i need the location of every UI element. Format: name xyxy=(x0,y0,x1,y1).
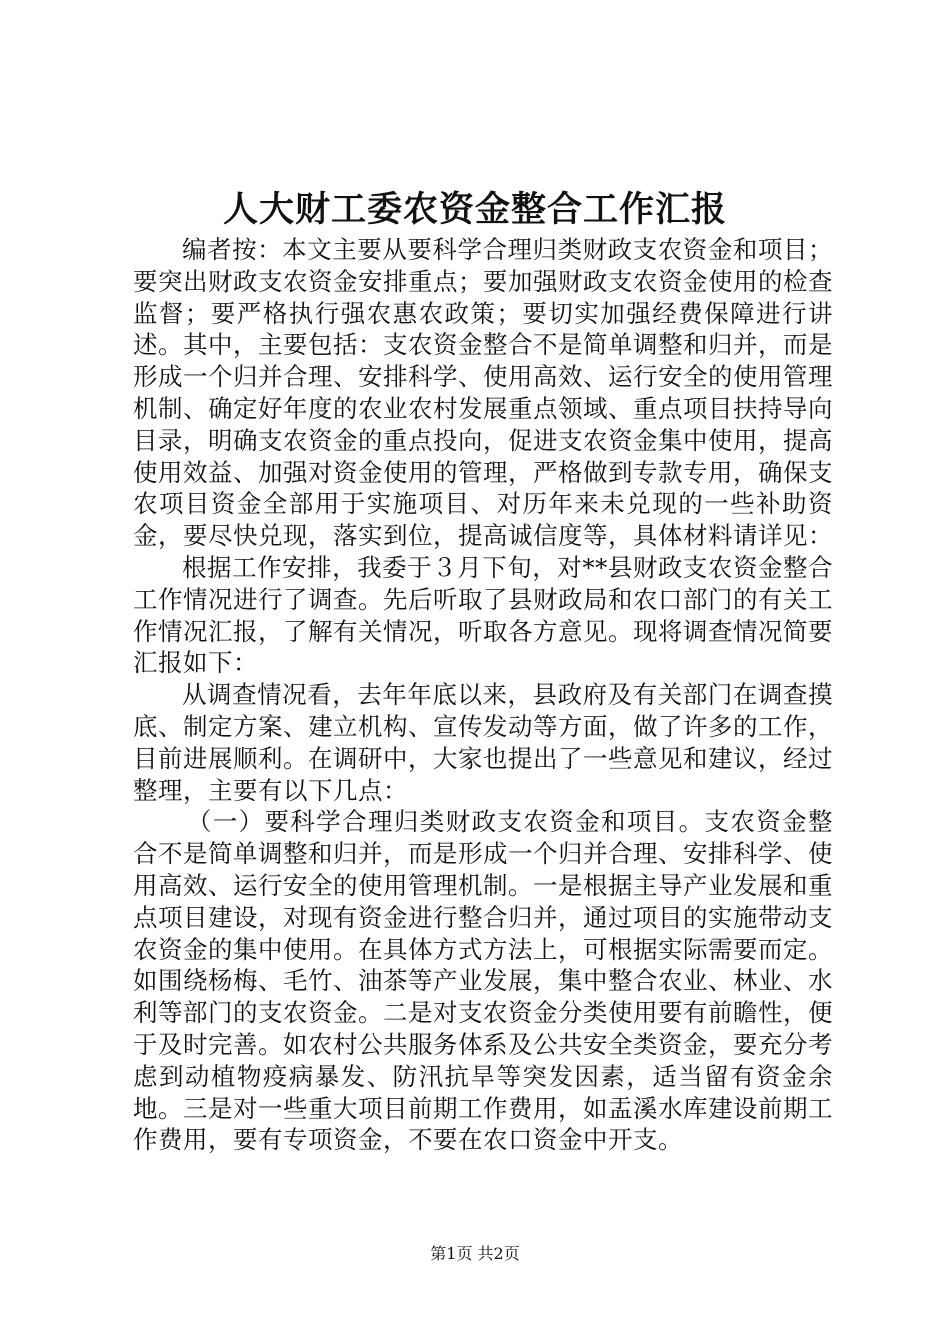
editor-note-paragraph: 编者按：本文主要从要科学合理归类财政支农资金和项目；要突出财政支农资金安排重点；要加强财政支农资金使用的检查监督；要严格执行强农惠农政策；要切实加强经费保障进行讲述。其中，主要包括：支农资金整合不是简单调整和归并，而是形成一个归并合理、安排科学、使用高效、运行安全的使用管理机制、确定好年度的农业农村发展重点领域、重点项目扶持导向目录，明确支农资金的重点投向，促进支农资金集中使用，提高使用效益、加强对资金使用的管理，严格做到专款专用，确保支农项目资金全部用于实施项目、对历年来未兑现的一些补助资金，要尽快兑现，落实到位，提高诚信度等，具体材料请详见： xyxy=(133,235,833,551)
document-body xyxy=(133,234,833,1156)
page-footer: 第1页 共2页 xyxy=(430,1244,520,1263)
intro-paragraph: 根据工作安排，我委于３月下旬，对**县财政支农资金整合工作情况进行了调查。先后听取了县财政局和农口部门的有关工作情况汇报，了解有关情况，听取各方意见。现将调查情况简要汇报如下： xyxy=(133,552,833,678)
point-one-paragraph: （一）要科学合理归类财政支农资金和项目。支农资金整合不是简单调整和归并，而是形成一个归并合理、安排科学、使用高效、运行安全的使用管理机制。一是根据主导产业发展和重点项目建设，对现有资金进行整合归并，通过项目的实施带动支农资金的集中使用。在具体方式方法上，可根据实际需要而定。如围绕杨梅、毛竹、油茶等产业发展，集中整合农业、林业、水利等部门的支农资金。二是对支农资金分类使用要有前瞻性，便于及时完善。如农村公共服务体系及公共安全类资金，要充分考虑到动植物疫病暴发、防汛抗旱等突发因素，适当留有资金余地。三是对一些重大项目前期工作费用，如盂溪水库建设前期工作费用，要有专项资金，不要在农口资金中开支。 xyxy=(133,807,833,1155)
findings-paragraph: 从调查情况看，去年年底以来，县政府及有关部门在调查摸底、制定方案、建立机构、宣传发动等方面，做了许多的工作，目前进展顺利。在调研中，大家也提出了一些意见和建议，经过整理，主要有以下几点： xyxy=(133,680,833,805)
document-title: 人大财工委农资金整合工作汇报 xyxy=(222,189,727,230)
